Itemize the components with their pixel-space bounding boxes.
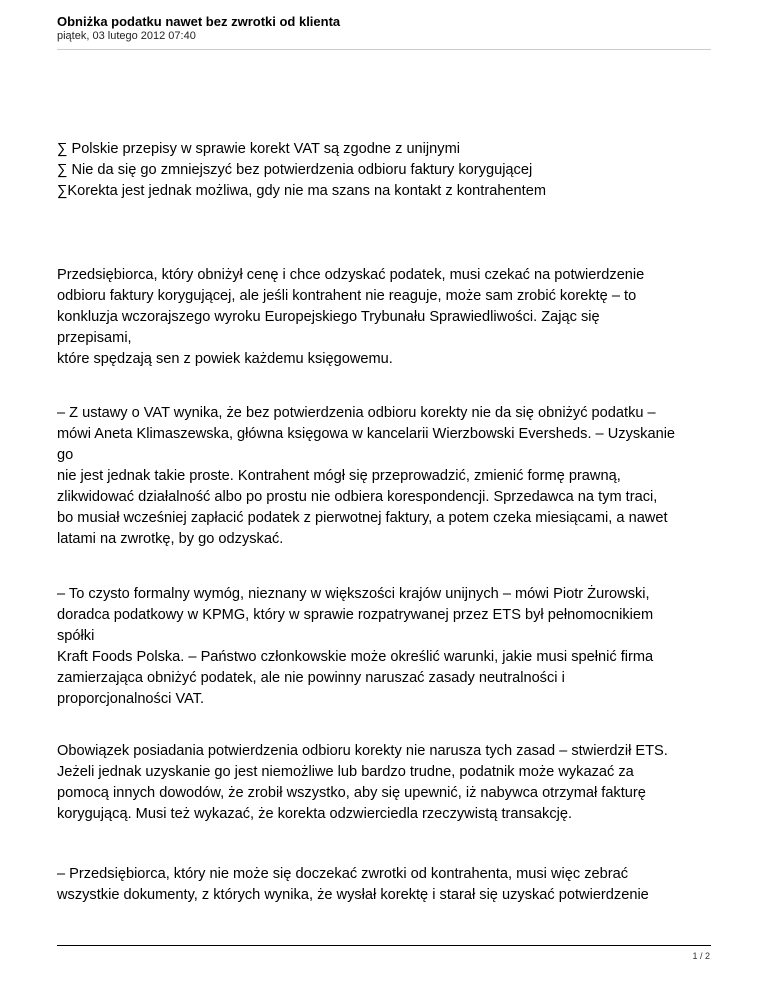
paragraph-4 xyxy=(57,741,717,825)
text-line: doradca podatkowy w KPMG, który w sprawie rozpatrywanej przez ETS był pełnomocnikiem xyxy=(57,607,654,623)
bullet-item: ∑ Polskie przepisy w sprawie korekt VAT są zgodne z unijnymi xyxy=(57,141,460,157)
text-line: Kraft Foods Polska. – Państwo członkowskie może określić warunki, jakie musi spełnić firma xyxy=(57,649,654,665)
paragraph-1 xyxy=(57,265,717,370)
text-line: zamierzająca obniżyć podatek, ale nie powinny naruszać zasady neutralności i xyxy=(57,670,565,686)
text-line: zlikwidować działalność albo po prostu nie odbiera korespondencji. Sprzedawca na tym traci, xyxy=(57,489,658,505)
text-line: nie jest jednak takie proste. Kontrahent mógł się przeprowadzić, zmienić formę prawną, xyxy=(57,468,621,484)
text-line: które spędzają sen z powiek każdemu księgowemu. xyxy=(57,351,393,367)
text-line: wszystkie dokumenty, z których wynika, że wysłał korektę i starał się uzyskać potwierdzenie xyxy=(57,887,649,903)
text-line: go xyxy=(57,447,74,463)
text-line: korygującą. Musi też wykazać, że korekta odzwierciedla rzeczywistą transakcję. xyxy=(57,806,573,822)
page-header xyxy=(57,13,711,43)
article-date: piątek, 03 lutego 2012 07:40 xyxy=(57,30,196,42)
text-line: spółki xyxy=(57,628,95,644)
text-line: – Z ustawy o VAT wynika, że bez potwierdzenia odbioru korekty nie da się obniżyć podatku – xyxy=(57,405,656,421)
text-line: odbioru faktury korygującej, ale jeśli kontrahent nie reaguje, może sam zrobić korektę – to xyxy=(57,288,637,304)
text-line: Obowiązek posiadania potwierdzenia odbioru korekty nie narusza tych zasad – stwierdził ETS. xyxy=(57,743,668,759)
text-line: proporcjonalności VAT. xyxy=(57,691,205,707)
paragraph-3 xyxy=(57,584,717,710)
footer-divider xyxy=(57,945,711,946)
header-divider xyxy=(57,49,711,50)
text-line: latami na zwrotkę, by go odzyskać. xyxy=(57,531,284,547)
bullet-item: ∑ Nie da się go zmniejszyć bez potwierdzenia odbioru faktury korygującej xyxy=(57,162,533,178)
text-line: – Przedsiębiorca, który nie może się doczekać zwrotki od kontrahenta, musi więc zebrać xyxy=(57,866,629,882)
text-line: konkluzja wczorajszego wyroku Europejskiego Trybunału Sprawiedliwości. Zając się xyxy=(57,309,600,325)
text-line: mówi Aneta Klimaszewska, główna księgowa w kancelarii Wierzbowski Eversheds. – Uzyskanie xyxy=(57,426,676,442)
page-number: 1 / 2 xyxy=(692,951,710,961)
paragraph-5 xyxy=(57,864,717,906)
text-line: Jeżeli jednak uzyskanie go jest niemożliwe lub bardzo trudne, podatnik może wykazać za xyxy=(57,764,634,780)
text-line: Przedsiębiorca, który obniżył cenę i chce odzyskać podatek, musi czekać na potwierdzenie xyxy=(57,267,645,283)
text-line: bo musiał wcześniej zapłacić podatek z pierwotnej faktury, a potem czeka miesiącami, a nawet xyxy=(57,510,668,526)
article-title: Obniżka podatku nawet bez zwrotki od klienta xyxy=(57,14,341,29)
text-line: pomocą innych dowodów, że zrobił wszystko, aby się upewnić, iż nabywca otrzymał fakturę xyxy=(57,785,646,801)
text-line: – To czysto formalny wymóg, nieznany w większości krajów unijnych – mówi Piotr Żurowski, xyxy=(57,586,650,602)
bullet-item: ∑Korekta jest jednak możliwa, gdy nie ma szans na kontakt z kontrahentem xyxy=(57,183,546,199)
text-line: przepisami, xyxy=(57,330,132,346)
paragraph-2 xyxy=(57,403,717,550)
bullet-list xyxy=(57,139,717,202)
